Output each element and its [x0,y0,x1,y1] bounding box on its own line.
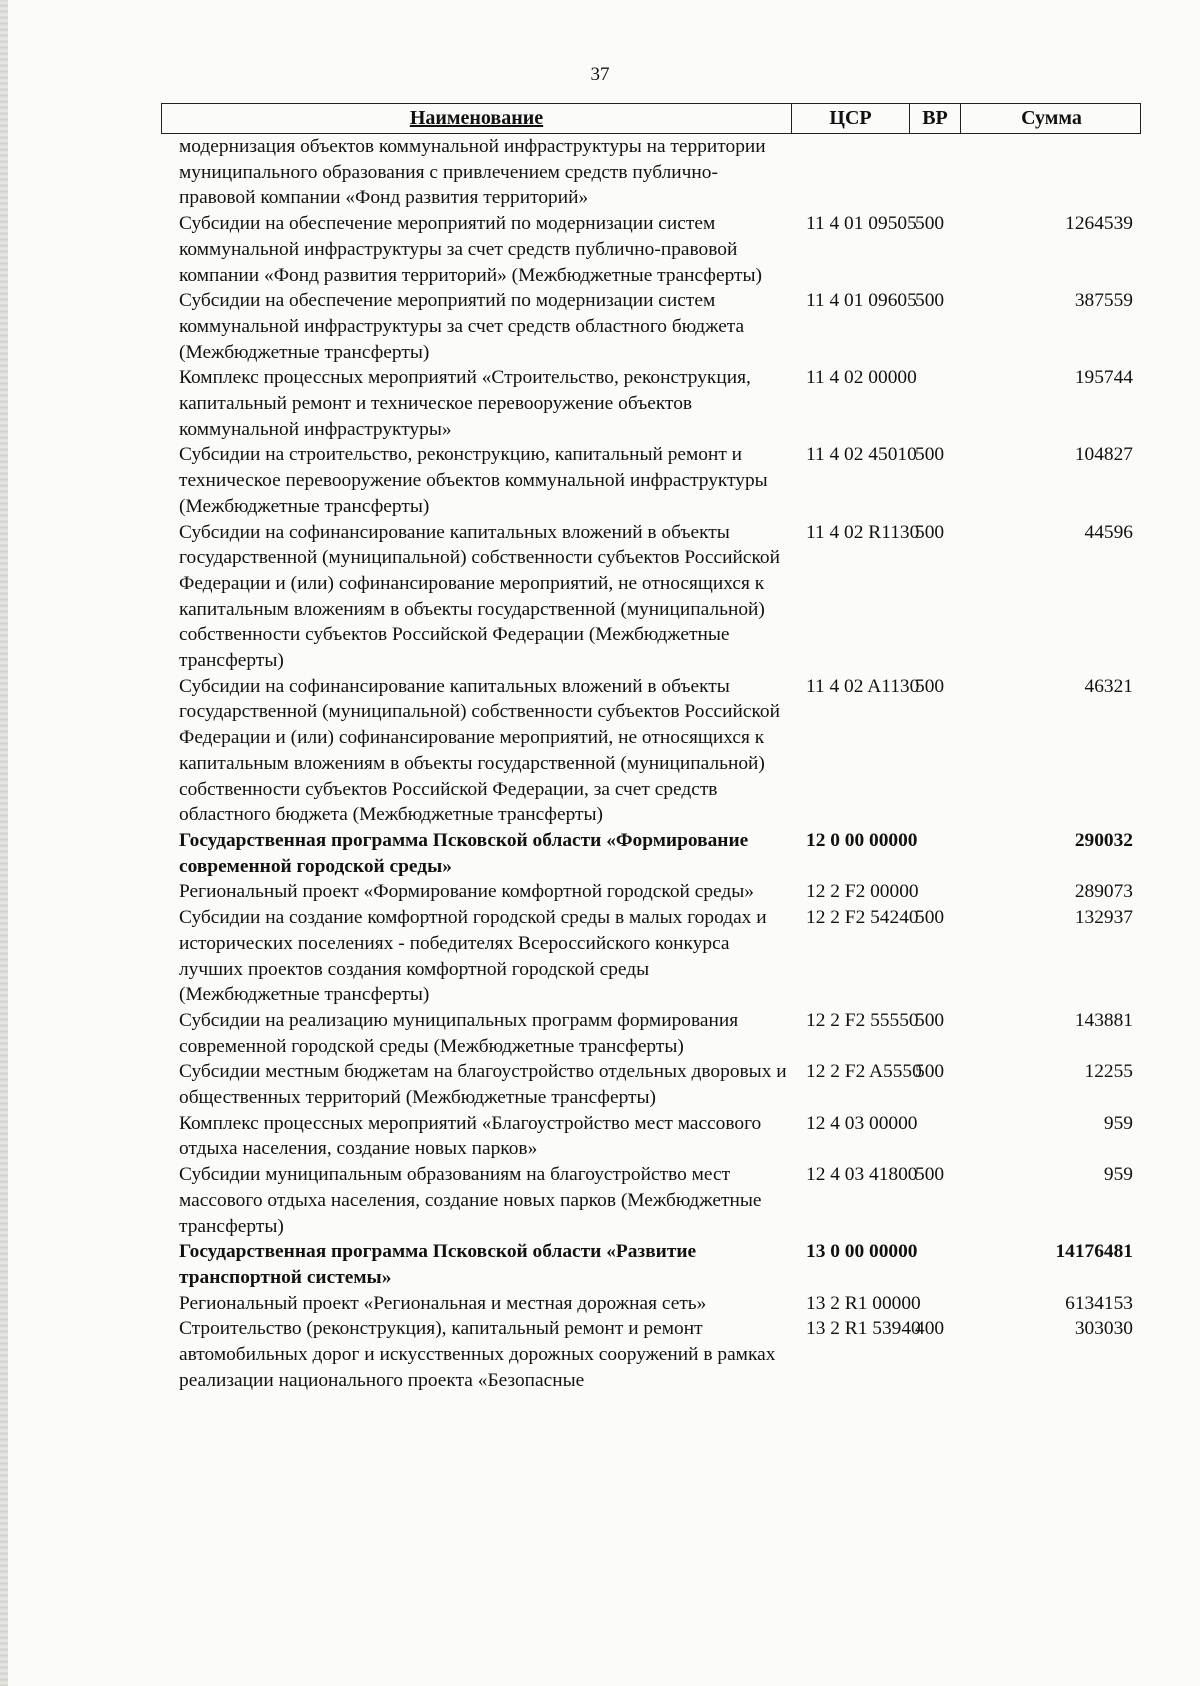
row-name: Региональный проект «Региональная и местная дорожная сеть» [179,1292,707,1314]
row-sum: 104827 [1074,444,1133,466]
table-row [161,1111,1141,1162]
row-sum: 387559 [1074,290,1133,312]
row-csr: 11 4 01 09605 [806,290,917,312]
row-csr: 12 2 F2 A5550 [806,1061,922,1083]
row-sum [960,134,1141,211]
table-row [161,520,1141,674]
row-name: модернизация объектов коммунальной инфраструктуры на территории муниципального образования с привлечением средств публично-правовой компании «Фонд развития территорий» [179,136,766,209]
row-vr [909,879,960,905]
row-name: Субсидии на строительство, реконструкцию, капитальный ремонт и техническое перевооружение объектов коммунальной инфраструктуры (Межбюджетные трансферты) [179,444,768,517]
row-name: Государственная программа Псковской области «Развитие транспортной системы» [179,1241,697,1288]
row-csr: 12 2 F2 00000 [806,881,919,903]
table-row [161,442,1141,519]
row-csr: 13 2 R1 53940 [806,1318,921,1340]
row-vr [909,828,960,879]
row-name: Государственная программа Псковской области «Формирование современной городской среды» [179,829,749,877]
table-header [161,103,1141,134]
table-row [161,674,1141,828]
row-sum: 44596 [1084,521,1133,543]
table-row [161,365,1141,442]
table-row [161,879,1141,905]
row-csr: 12 0 00 00000 [806,829,918,851]
row-csr: 11 4 02 00000 [806,367,917,389]
row-sum: 1264539 [1065,213,1133,235]
row-name: Субсидии на создание комфортной городской среды в малых городах и исторических поселениях - победителях Всероссийского конкурса лучших проектов создания комфортной городской среды (Межбюджетные трансферты) [179,907,767,1006]
row-name: Субсидии муниципальным образованиям на благоустройство мест массового отдыха населения, создание новых парков (Межбюджетные трансферты) [179,1164,762,1237]
row-sum: 195744 [1074,367,1133,389]
table-row [161,211,1141,288]
row-csr: 13 2 R1 00000 [806,1292,921,1314]
scan-edge [0,0,8,1686]
row-name: Субсидии на софинансирование капитальных вложений в объекты государственной (муниципальной) собственности субъектов Российской Федерации и (или) софинансирование мероприятий, не относящихся к капитальным вложениям в объекты государственной (муниципальной) собственности субъектов Российской Федерации (Межбюджетные трансферты) [179,521,780,672]
row-vr: 500 [915,290,945,312]
table-row [161,828,1141,879]
row-name: Субсидии на обеспечение мероприятий по модернизации систем коммунальной инфраструктуры за счет средств публично-правовой компании «Фонд развития территорий» (Межбюджетные трансферты) [179,213,762,286]
row-vr [909,1111,960,1162]
row-vr [909,1291,960,1317]
row-sum: 132937 [1074,907,1133,929]
row-vr: 500 [915,675,945,697]
row-name: Региональный проект «Формирование комфортной городской среды» [179,881,754,903]
table-body [161,134,1141,1393]
row-sum: 46321 [1084,675,1133,697]
row-csr [791,134,909,211]
row-sum: 289073 [1074,881,1133,903]
row-csr: 11 4 02 R1130 [806,521,920,543]
table-row [161,1162,1141,1239]
row-vr: 500 [915,213,945,235]
row-name: Субсидии на софинансирование капитальных вложений в объекты государственной (муниципальной) собственности субъектов Российской Федерации и (или) софинансирование мероприятий, не относящихся к капитальным вложениям в объекты государственной (муниципальной) собственности субъектов Российской Федерации, за счет средств областного бюджета (Межбюджетные трансферты) [179,675,780,826]
row-csr: 12 2 F2 55550 [806,1009,919,1031]
header-sum: Сумма [1021,107,1082,129]
row-sum: 143881 [1074,1009,1133,1031]
row-vr: 500 [915,521,945,543]
row-vr: 500 [915,1009,945,1031]
row-csr: 13 0 00 00000 [806,1241,918,1263]
row-vr: 400 [915,1318,945,1340]
table-row [161,1291,1141,1317]
table-row [161,1059,1141,1110]
row-vr: 500 [915,1164,945,1186]
row-sum: 290032 [1074,829,1133,851]
header-csr: ЦСР [792,104,910,133]
row-name: Комплекс процессных мероприятий «Строительство, реконструкция, капитальный ремонт и техническое перевооружение объектов коммунальной инфраструктуры» [179,367,751,440]
row-csr: 11 4 02 45010 [806,444,917,466]
row-sum: 14176481 [1055,1241,1133,1263]
table-row [161,1008,1141,1059]
row-sum: 12255 [1084,1061,1133,1083]
table-row [161,134,1141,211]
row-vr: 500 [915,907,945,929]
row-name: Строительство (реконструкция), капитальный ремонт и ремонт автомобильных дорог и искусственных дорожных сооружений в рамках реализации национального проекта «Безопасные [179,1318,776,1391]
row-name: Субсидии на реализацию муниципальных программ формирования современной городской среды (Межбюджетные трансферты) [179,1009,739,1057]
row-sum: 959 [1103,1112,1133,1134]
table-row [161,1239,1141,1290]
header-name: Наименование [162,104,792,133]
row-vr [909,1239,960,1290]
row-name: Комплекс процессных мероприятий «Благоустройство мест массового отдыха населения, создание новых парков» [179,1112,762,1160]
row-csr: 12 4 03 41800 [806,1164,918,1186]
budget-table [161,103,1141,1393]
page-number: 37 [590,64,610,85]
row-vr [909,365,960,442]
row-sum: 959 [1103,1164,1133,1186]
row-name: Субсидии на обеспечение мероприятий по модернизации систем коммунальной инфраструктуры за счет средств областного бюджета (Межбюджетные трансферты) [179,290,745,363]
table-row [161,905,1141,1008]
row-sum: 303030 [1074,1318,1133,1340]
table-row [161,1316,1141,1393]
row-vr [909,134,960,211]
table-row [161,288,1141,365]
row-sum: 6134153 [1065,1292,1133,1314]
row-csr: 12 4 03 00000 [806,1112,918,1134]
row-csr: 11 4 01 09505 [806,213,917,235]
row-vr: 500 [915,1061,945,1083]
row-name: Субсидии местным бюджетам на благоустройство отдельных дворовых и общественных территорий (Межбюджетные трансферты) [179,1061,787,1109]
header-vr: ВР [910,104,961,133]
row-csr: 11 4 02 A1130 [806,675,920,697]
row-csr: 12 2 F2 54240 [806,907,919,929]
row-vr: 500 [915,444,945,466]
